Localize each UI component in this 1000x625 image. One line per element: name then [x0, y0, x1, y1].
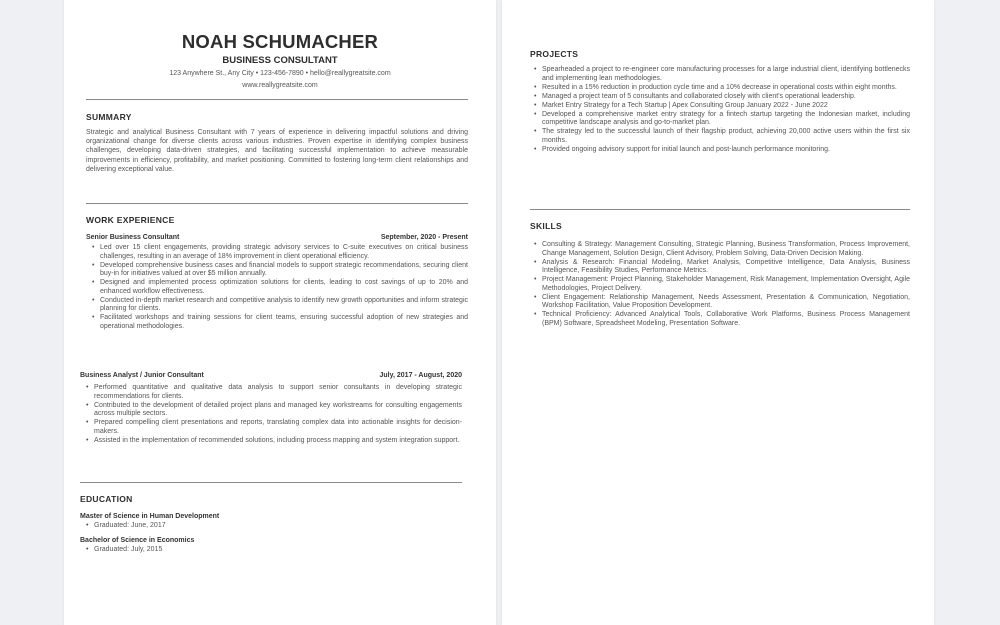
degree-details	[80, 522, 462, 531]
job-header	[80, 371, 462, 381]
resume-page-1	[64, 0, 496, 625]
work-experience-heading: WORK EXPERIENCE	[86, 215, 175, 225]
list-item: • Performed quantitative and qualitative data analysis to support senior consultants in developing strategic recommendations for clients.	[94, 384, 462, 401]
job-2-section	[80, 371, 462, 446]
skills-heading: SKILLS	[530, 221, 563, 231]
list-item: • Developed comprehensive business cases and financial models to support strategic recommendations, securing client buy-in for initiatives valued at over $5 million annually.	[100, 262, 468, 279]
degree-title: Bachelor of Science in Economics	[80, 536, 195, 544]
job-dates: July, 2017 - August, 2020	[379, 372, 462, 379]
list-item: • Analysis & Research: Financial Modeling, Market Analysis, Competitive Intelligence, Data Analysis, Business Intelligence, Feasibility Studies, Performance Metrics.	[542, 259, 910, 276]
list-item: • Graduated: July, 2015	[94, 546, 462, 555]
summary-heading: SUMMARY	[86, 112, 132, 122]
list-item: • Client Engagement: Relationship Management, Needs Assessment, Presentation & Communication, Negotiation, Workshop Facilitation, Value Proposition Development.	[542, 294, 910, 311]
summary-section	[86, 112, 468, 174]
summary-divider	[86, 203, 468, 204]
candidate-name: NOAH SCHUMACHER	[181, 31, 379, 52]
website-line: www.reallygreatsite.com	[242, 82, 318, 89]
list-item: • Contributed to the development of detailed project plans and managed key workstreams for consulting engagements across multiple sectors.	[94, 402, 462, 419]
list-item: • Led over 15 client engagements, providing strategic advisory services to C-suite executives on critical business challenges, resulting in an average of 18% improvement in client operational efficiency.	[100, 244, 468, 261]
resume-page-2	[502, 0, 934, 625]
job-dates: September, 2020 - Present	[380, 234, 468, 241]
list-item: • Facilitated workshops and training sessions for client teams, ensuring successful adoption of new strategies and operational methodologies.	[100, 314, 468, 331]
list-item: • Managed a project team of 5 consultants and collaborated closely with client's operational leadership.	[542, 93, 910, 102]
list-item: • Consulting & Strategy: Management Consulting, Strategic Planning, Business Transformation, Process Improvement, Change Management, Solution Design, Client Advisory, Problem Solving, Data-Driven Decision Making.	[542, 241, 910, 258]
job-header	[86, 233, 468, 243]
work-experience-section	[86, 215, 468, 332]
experience-divider	[80, 482, 462, 483]
education-section	[80, 494, 462, 555]
list-item: • Conducted in-depth market research and competitive analysis to identify new growth opportunities and inform strategic planning for clients.	[100, 297, 468, 314]
list-item: • Spearheaded a project to re-engineer core manufacturing processes for a large industrial client, identifying bottlenecks and implementing lean methodologies.	[542, 66, 910, 83]
list-item: • The strategy led to the successful launch of their flagship product, achieving 20,000 active users within the first six months.	[542, 128, 910, 145]
degree-title: Master of Science in Human Development	[80, 513, 220, 520]
header-divider	[86, 99, 468, 100]
list-item: • Designed and implemented process optimization solutions for clients, leading to cost savings of up to 20% and enhanced workflow effectiveness.	[100, 279, 468, 296]
projects-section	[530, 49, 910, 155]
list-item: • Prepared compelling client presentations and reports, translating complex data into actionable insights for decision-makers.	[94, 419, 462, 436]
list-item: • Project Management: Project Planning, Stakeholder Management, Risk Management, Implementation Oversight, Agile Methodologies, Project Delivery.	[542, 276, 910, 293]
contact-line: 123 Anywhere St., Any City • 123-456-7890 • hello@reallygreatsite.com	[169, 70, 391, 77]
list-item: • Technical Proficiency: Advanced Analytical Tools, Collaborative Work Platforms, Business Process Management (BPM) Software, Spreadsheet Modeling, Presentation Software.	[542, 311, 910, 328]
job-title: Business Analyst / Junior Consultant	[80, 372, 204, 379]
list-item: • Assisted in the implementation of recommended solutions, including process mapping and system integration support.	[94, 437, 462, 446]
degree-details	[80, 546, 462, 555]
list-item: • Developed a comprehensive market entry strategy for a fintech startup targeting the Indonesian market, including competitive landscape analysis and go-to-market plan.	[542, 111, 910, 128]
resume-header	[64, 0, 496, 91]
list-item: • Graduated: June, 2017	[94, 522, 462, 531]
projects-heading: PROJECTS	[530, 49, 579, 59]
list-item: • Provided ongoing advisory support for initial launch and post-launch performance monitoring.	[542, 146, 910, 155]
project-bullets	[530, 66, 910, 154]
job-bullets	[80, 384, 462, 445]
skills-bullets	[530, 241, 910, 329]
list-item: • Resulted in a 15% reduction in production cycle time and a 10% decrease in operational costs within eight months.	[542, 84, 910, 93]
skills-section	[530, 221, 910, 329]
job-title: Senior Business Consultant	[86, 234, 180, 241]
summary-text: Strategic and analytical Business Consultant with 7 years of experience in delivering impactful solutions and driving organizational change for diverse clients across various industries. Proven expertise in identifying complex business challenges, developing data-driven strategies, and facilitating successful implementation to achieve measurable improvements in efficiency, profitability, and market positioning. Committed to fostering long-term client relationships and delivering exceptional value.	[86, 129, 468, 173]
job-bullets	[86, 244, 468, 332]
list-item: • Market Entry Strategy for a Tech Startup | Apex Consulting Group January 2022 - June 2022	[542, 102, 910, 111]
projects-divider	[530, 209, 910, 210]
education-heading: EDUCATION	[80, 494, 133, 504]
candidate-title: BUSINESS CONSULTANT	[222, 55, 338, 66]
